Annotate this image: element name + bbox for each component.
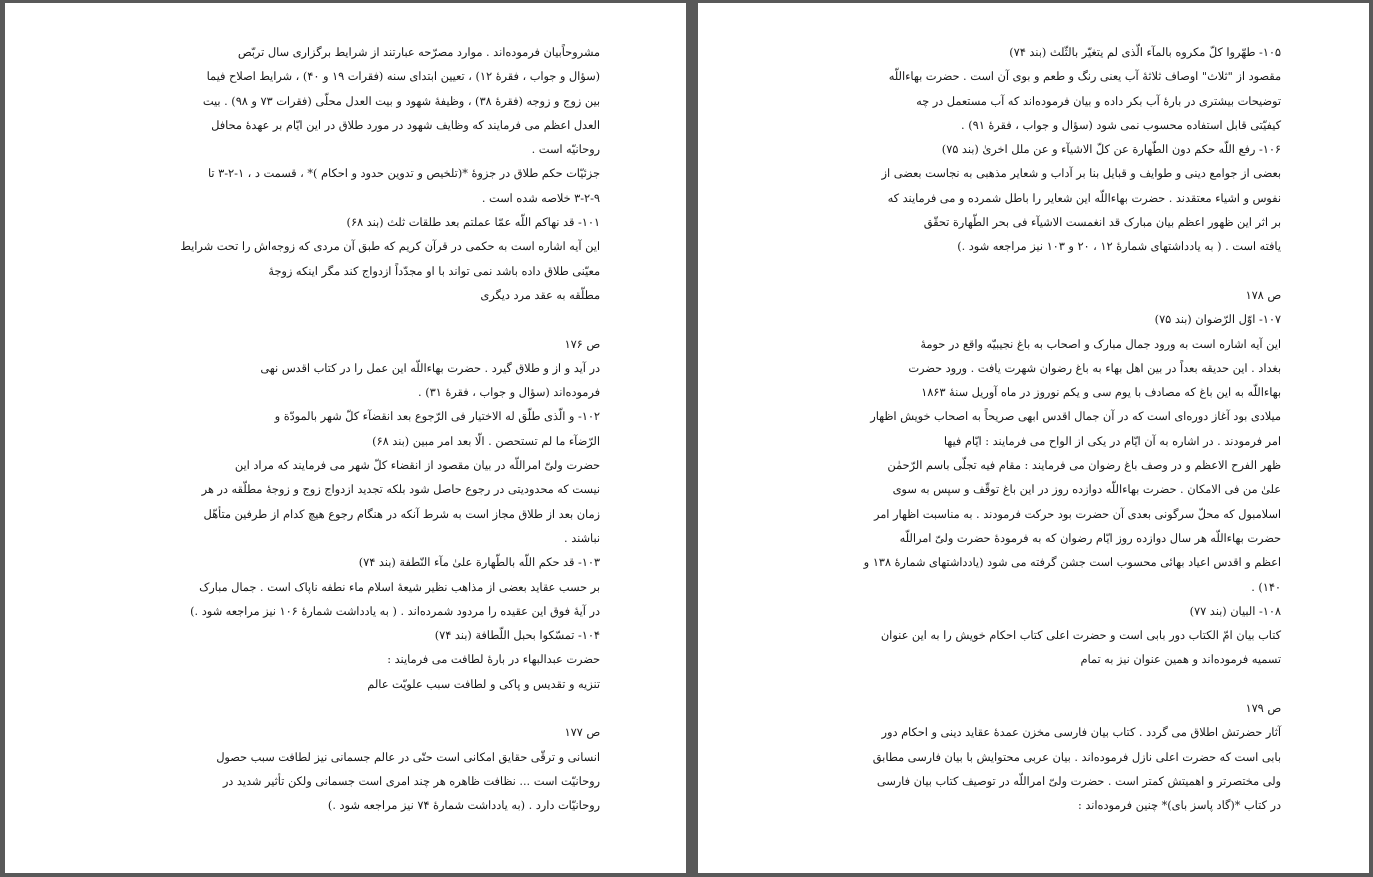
text-line: مقصود از "ثلاث" اوصاف ثلاثۀ آب یعنی رنگ و طعم و بوی آن است . حضرت بهاءاللّه xyxy=(888,70,1281,84)
text-line: حضرت عبدالبهاء در بارۀ لطافت می فرمایند : xyxy=(387,653,600,667)
blank-line xyxy=(40,308,600,332)
text-line: ۱۰۵- طهّروا کلّ مکروه بالمآء الّذی لم یتغیّر بالثّلث (بند ۷۴) xyxy=(1009,46,1281,59)
text-line: کتاب بیان امّ الکتاب دور بابی است و حضرت اعلی کتاب احکام خویش را به این عنوان xyxy=(880,629,1281,643)
text-line: حضرت بهاءاللّه هر سال دوازده روز ایّام رضوان که به فرمودۀ حضرت ولیّ امراللّه xyxy=(899,531,1281,545)
text-line: جزئیّات حکم طلاق در جزوۀ *(تلخیص و تدوین حدود و احکام )* ، قسمت د ، ۱-۲-۳ تا xyxy=(207,167,600,181)
text-line: آثار حضرتش اطلاق می گردد . کتاب بیان فارسی مخزن عمدۀ عقاید دینی و احکام دور xyxy=(881,726,1281,740)
text-line: بر اثر این ظهور اعظم بیان مبارک قد انغمست الاشیآء فی بحر الطّهارة تحقّق xyxy=(923,216,1281,230)
text-line: در آید و از و طلاق گیرد . حضرت بهاءاللّه این عمل را در کتاب اقدس نهی xyxy=(260,361,600,375)
text-line: اعظم و اقدس اعیاد بهائی محسوب است جشن گرفته می شود (یادداشتهای شمارۀ ۱۳۸ و xyxy=(863,556,1281,570)
text-line: فرموده‌اند (سؤال و جواب ، فقرۀ ۳۱) . xyxy=(418,386,600,400)
text-line: ۱۰۸- البیان (بند ۷۷) xyxy=(1189,604,1281,618)
blank-line xyxy=(701,260,1281,284)
text-line: ۱۰۷- اوّل الرّضوان (بند ۷۵) xyxy=(1154,313,1281,327)
text-line: بابی است که حضرت اعلی نازل فرموده‌اند . بیان عربی محتوایش با بیان فارسی مطابق xyxy=(872,750,1281,764)
text-line: کیفیّتی قابل استفاده محسوب نمی شود (سؤال و جواب ، فقرۀ ۹۱) . xyxy=(961,118,1281,132)
text-line: حضرت ولیّ امراللّه در بیان مقصود از انقضاء کلّ شهر می فرمایند که مراد این xyxy=(234,459,600,473)
text-line: ولی مختصرتر و اهمیتش کمتر است . حضرت ولیّ امراللّه در توصیف کتاب بیان فارسی xyxy=(876,774,1281,788)
text-line: ۱۰۶- رفع اللّه حکم دون الطّهارة عن کلّ الاشیآء و عن ملل اخریٰ (بند ۷۵) xyxy=(941,143,1281,157)
text-line: روحانیّات دارد . (به یادداشت شمارۀ ۷۴ نیز مراجعه شود .) xyxy=(327,799,600,813)
text-line: این آیه اشاره است به حکمی در قرآن کریم که طبق آن مردی که زوجه‌اش را تحت شرایط xyxy=(180,240,600,254)
text-line: میلادی بود آغاز دوره‌ای است که در آن جمال اقدس ابهی صریحاً به اصحاب خویش اظهار xyxy=(870,410,1281,424)
page-number: ص ۱۷۸ xyxy=(1245,288,1281,302)
text-line: ۱۰۳- قد حکم اللّه بالطّهارة علیٰ مآء النّطفة (بند ۷۴) xyxy=(358,556,600,570)
text-line: روحانیّه است . xyxy=(531,143,600,157)
text-line: بین زوج و زوجه (فقرۀ ۳۸) ، وظیفۀ شهود و بیت العدل محلّی (فقرات ۷۳ و ۹۸) . بیت xyxy=(202,94,600,108)
text-line: بغداد . این حدیقه بعداً در بین اهل بهاء به باغ رضوان شهرت یافت . ورود حضرت xyxy=(908,361,1281,375)
text-line: ۱۴۰) . xyxy=(1251,580,1281,594)
text-line: الرّضآء ما لم تستحصن . الّا بعد امر مبین (بند ۶۸) xyxy=(372,434,600,448)
text-line: نفوس و اشیاء معتقدند . حضرت بهاءاللّه این شعایر را باطل شمرده و می فرمایند که xyxy=(887,191,1281,205)
text-line: در کتاب *(گاد پاسز بای)* چنین فرموده‌اند : xyxy=(1077,799,1281,813)
text-line: ۳-۲-۹ خلاصه شده است . xyxy=(481,191,600,205)
text-line: ۱۰۲- و الّذی طلّق له الاختیار فی الرّجوع بعد انقضآء کلّ شهر بالمودّة و xyxy=(274,410,600,424)
page-text-left xyxy=(40,41,600,819)
text-line: (سؤال و جواب ، فقرۀ ۱۲) ، تعیین ابتدای سنه (فقرات ۱۹ و ۴۰) ، شرایط اصلاح فیما xyxy=(206,70,600,84)
page-number: ص ۱۷۷ xyxy=(564,726,600,740)
text-line: مطلّقه به عقد مرد دیگری xyxy=(480,288,600,302)
text-line: انسانی و ترقّی حقایق امکانی است حتّی در عالم جسمانی نیز لطافت سبب حصول xyxy=(216,750,600,764)
page-number: ص ۱۷۹ xyxy=(1245,702,1281,716)
page-text-right xyxy=(701,41,1281,819)
blank-line xyxy=(701,673,1281,697)
text-line: روحانیّت است ... نظافت ظاهره هر چند امری است جسمانی ولکن تأثیر شدید در xyxy=(222,774,600,788)
text-line: بهاءاللّه به این باغ که مصادف با یوم سی و یکم نوروز در ماه آوریل سنۀ ۱۸۶۳ xyxy=(921,386,1281,400)
text-line: یافته است . ( به یادداشتهای شمارۀ ۱۲ ، ۲۰ و ۱۰۳ نیز مراجعه شود .) xyxy=(957,240,1281,254)
text-line: العدل اعظم می فرمایند که وظایف شهود در مورد طلاق در این ایّام بر عهدۀ محافل xyxy=(211,118,600,132)
text-line: این آیه اشاره است به ورود جمال مبارک و اصحاب به باغ نجیبیّه واقع در حومۀ xyxy=(920,337,1281,351)
text-line: ظهر الفرح الاعظم و در وصف باغ رضوان می فرمایند : مقام فیه تجلّی باسم الرّحمٰن xyxy=(887,459,1281,473)
text-line: نباشند . xyxy=(564,531,600,545)
text-line: نیست که محدودیتی در رجوع حاصل شود بلکه تجدید ازدواج زوج و زوجۀ مطلّقه در هر xyxy=(201,483,600,497)
text-line: بر حسب عقاید بعضی از مذاهب نظیر شیعۀ اسلام ماء نطفه ناپاک است . جمال مبارک xyxy=(199,580,600,594)
text-line: امر فرمودند . در اشاره به آن ایّام در یکی از الواح می فرمایند : ایّام فیها xyxy=(943,434,1281,448)
text-line: در آیۀ فوق این عقیده را مردود شمرده‌اند . ( به یادداشت شمارۀ ۱۰۶ نیز مراجعه شود .) xyxy=(190,604,600,618)
document-page-right xyxy=(698,3,1369,873)
text-line: توضیحات بیشتری در بارۀ آب بکر داده و بیان فرموده‌اند که آب مستعمل در چه xyxy=(916,94,1281,108)
blank-line xyxy=(40,697,600,721)
text-line: علیٰ من فی الامکان . حضرت بهاءاللّه دوازده روز در این باغ توقّف و سپس به سوی xyxy=(892,483,1281,497)
text-line: زمان بعد از طلاق مجاز است به شرط آنکه در هنگام رجوع هیچ کدام از طرفین متأهّل xyxy=(203,507,600,521)
text-line: ۱۰۱- قد نهاکم اللّه عمّا عملتم بعد طلقات ثلث (بند ۶۸) xyxy=(346,216,600,230)
text-line: معیّنی طلاق داده باشد نمی تواند با او مجدّداً ازدواج کند مگر اینکه زوجۀ xyxy=(268,264,600,278)
document-page-left xyxy=(5,3,686,873)
text-line: بعضی از جوامع دینی و طوایف و قبایل بنا بر آداب و شعایر مذهبی به نجاست بعضی از xyxy=(881,167,1281,181)
text-line: مشروحاًبیان فرموده‌اند . موارد مصرّحه عبارتند از شرایط برگزاری سال تربّص xyxy=(237,46,600,59)
text-line: تنزیه و تقدیس و پاکی و لطافت سبب علویّت عالم xyxy=(367,677,600,691)
text-line: تسمیه فرموده‌اند و همین عنوان نیز به تمام xyxy=(1080,653,1281,667)
page-number: ص ۱۷۶ xyxy=(564,337,600,351)
text-line: ۱۰۴- تمسّکوا بحبل اللّطافة (بند ۷۴) xyxy=(434,629,600,643)
text-line: اسلامبول که محلّ سرگونی بعدی آن حضرت بود حرکت فرمودند . به مناسبت اظهار امر xyxy=(873,507,1281,521)
